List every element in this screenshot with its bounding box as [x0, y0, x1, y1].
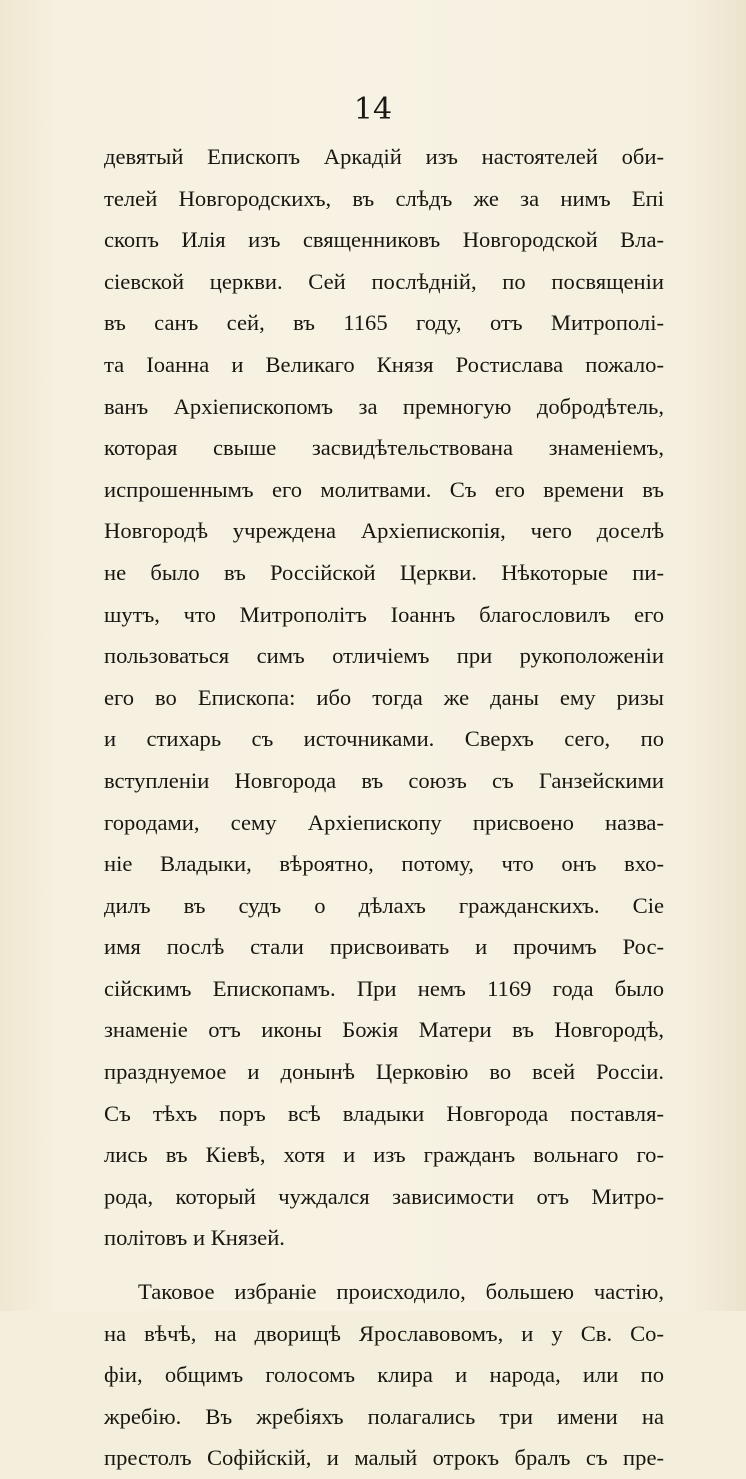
text-line: ванъ Архіепископомъ за премногую добродѣтель,	[104, 393, 664, 419]
text-line: Съ тѣхъ поръ всѣ владыки Новгорода поставля-	[104, 1100, 664, 1126]
text-line: и стихарь съ источниками. Сверхъ сего, по	[104, 726, 664, 752]
text-line: телей Новгородскихъ, въ слѣдъ же за нимъ Епі	[104, 185, 664, 211]
text-line: на вѣчѣ, на дворищѣ Ярославовомъ, и у Св. Со-	[104, 1320, 664, 1346]
body-text	[104, 136, 664, 1479]
paragraph-1	[104, 136, 664, 1259]
text-line: дилъ въ судъ о дѣлахъ гражданскихъ. Сіе	[104, 892, 664, 918]
text-line: имя послѣ стали присвоивать и прочимъ Рос-	[104, 934, 664, 960]
text-line: політовъ и Князей.	[104, 1225, 285, 1251]
text-line: престолъ Софійскій, и малый отрокъ бралъ съ пре-	[104, 1445, 664, 1471]
text-line: шутъ, что Митрополітъ Іоаннъ благословилъ его	[104, 601, 664, 627]
text-line: фіи, общимъ голосомъ клира и народа, или по	[104, 1362, 664, 1388]
page-number: 14	[353, 92, 393, 127]
text-line: испрошеннымъ его молитвами. Съ его времени въ	[104, 476, 664, 502]
text-line: лись въ Кіевѣ, хотя и изъ гражданъ вольнаго го-	[104, 1142, 664, 1168]
text-line: пользоваться симъ отличіемъ при рукоположеніи	[104, 643, 664, 669]
paragraph-2	[104, 1271, 664, 1479]
text-line: не было въ Россійской Церкви. Нѣкоторые пи-	[104, 559, 664, 585]
text-line: та Іоанна и Великаго Князя Ростислава пожало-	[104, 351, 664, 377]
paragraph-gap	[104, 1259, 664, 1271]
text-line: Таковое избраніе происходило, большею частію,	[138, 1279, 664, 1305]
text-line: знаменіе отъ иконы Божія Матери въ Новгородѣ,	[104, 1017, 664, 1043]
text-line: въ санъ сей, въ 1165 году, отъ Митрополі-	[104, 310, 664, 336]
text-line: вступленіи Новгорода въ союзъ съ Ганзейскими	[104, 767, 664, 793]
text-line: жребію. Въ жребіяхъ полагались три имени на	[104, 1403, 664, 1429]
text-line: которая свыше засвидѣтельствована знаменіемъ,	[104, 435, 664, 461]
text-line: городами, сему Архіепископу присвоено назва-	[104, 809, 664, 835]
text-line: его во Епископа: ибо тогда же даны ему ризы	[104, 684, 664, 710]
text-line: сійскимъ Епископамъ. При немъ 1169 года было	[104, 975, 664, 1001]
text-line: ніе Владыки, вѣроятно, потому, что онъ вхо-	[104, 851, 664, 877]
text-line: сіевской церкви. Сей послѣдній, по посвященіи	[104, 268, 664, 294]
text-line: празднуемое и донынѣ Церковію во всей Россіи.	[104, 1059, 664, 1085]
text-line: рода, который чуждался зависимости отъ Митро-	[104, 1183, 664, 1209]
text-line: Новгородѣ учреждена Архіепископія, чего доселѣ	[104, 518, 664, 544]
text-line: скопъ Илія изъ священниковъ Новгородской Вла-	[104, 227, 664, 253]
text-line: девятый Епископъ Аркадій изъ настоятелей оби-	[104, 144, 664, 169]
